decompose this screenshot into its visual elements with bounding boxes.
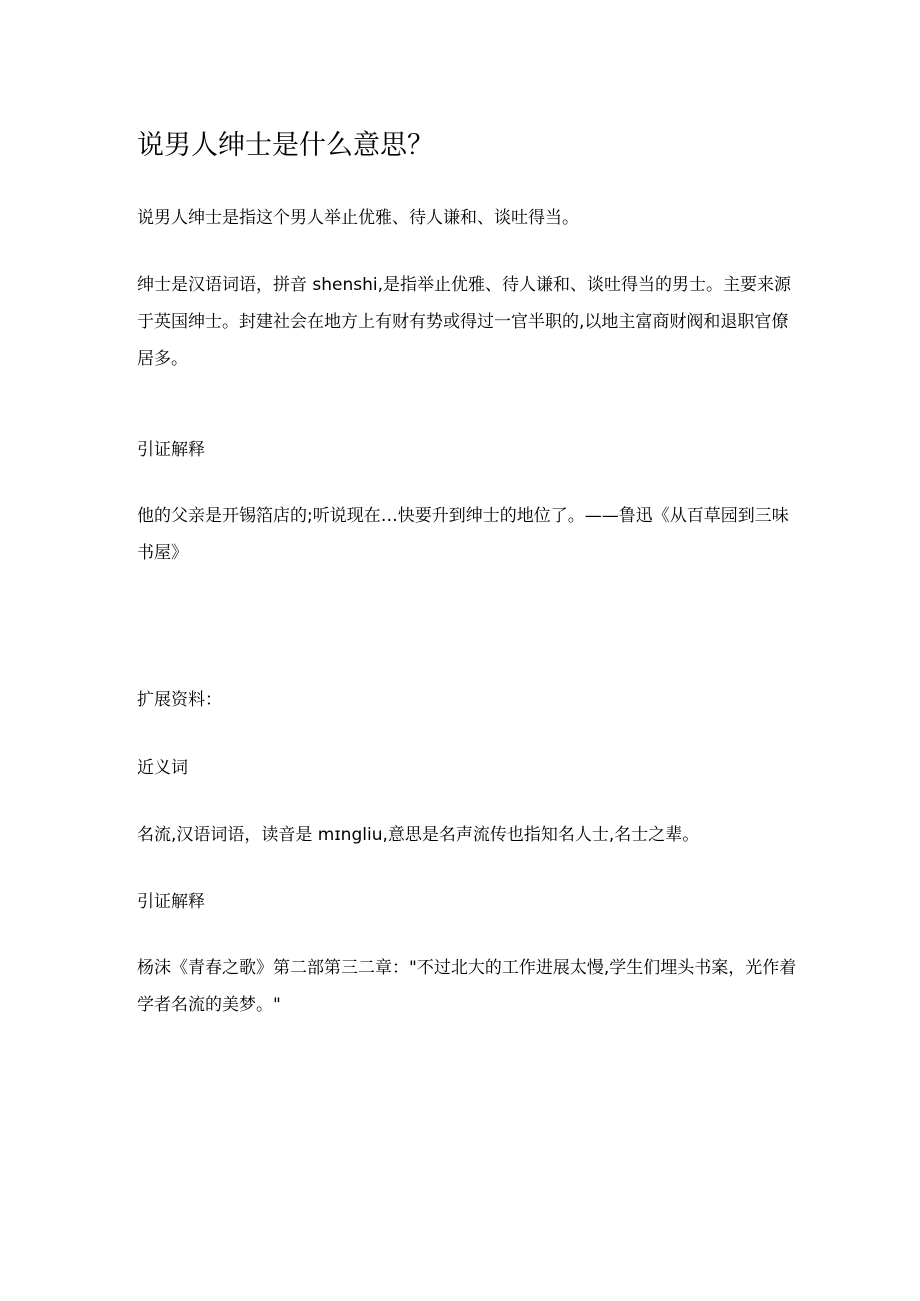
citation-paragraph: 他的父亲是开锡箔店的;听说现在…快要升到绅士的地位了。——鲁迅《从百草园到三味书屋》 [137,506,789,563]
citation-paragraph-2: 杨沫《青春之歌》第二部第三二章："不过北大的工作进展太慢,学生们埋头书案，光作着学者名流的美梦。" [137,958,797,1015]
definition-paragraph: 说男人绅士是指这个男人举止优雅、待人谦和、谈吐得当。 [137,208,579,228]
document-title: 说男人绅士是什么意思？ [137,130,434,161]
synonym-heading: 近义词 [137,758,188,778]
synonym-paragraph: 名流,汉语词语，读音是 mɪngliu,意思是名声流传也指知名人士,名士之辈。 [137,825,700,845]
citation-heading-2: 引证解释 [137,892,205,912]
extended-material-heading: 扩展资料： [137,690,222,710]
explanation-paragraph: 绅士是汉语词语，拼音 shenshi,是指举止优雅、待人谦和、谈吐得当的男士。主要来源于英国绅士。封建社会在地方上有财有势或得过一官半职的,以地主富商财阀和退职官僚居多。 [137,275,792,369]
citation-heading: 引证解释 [137,440,205,460]
